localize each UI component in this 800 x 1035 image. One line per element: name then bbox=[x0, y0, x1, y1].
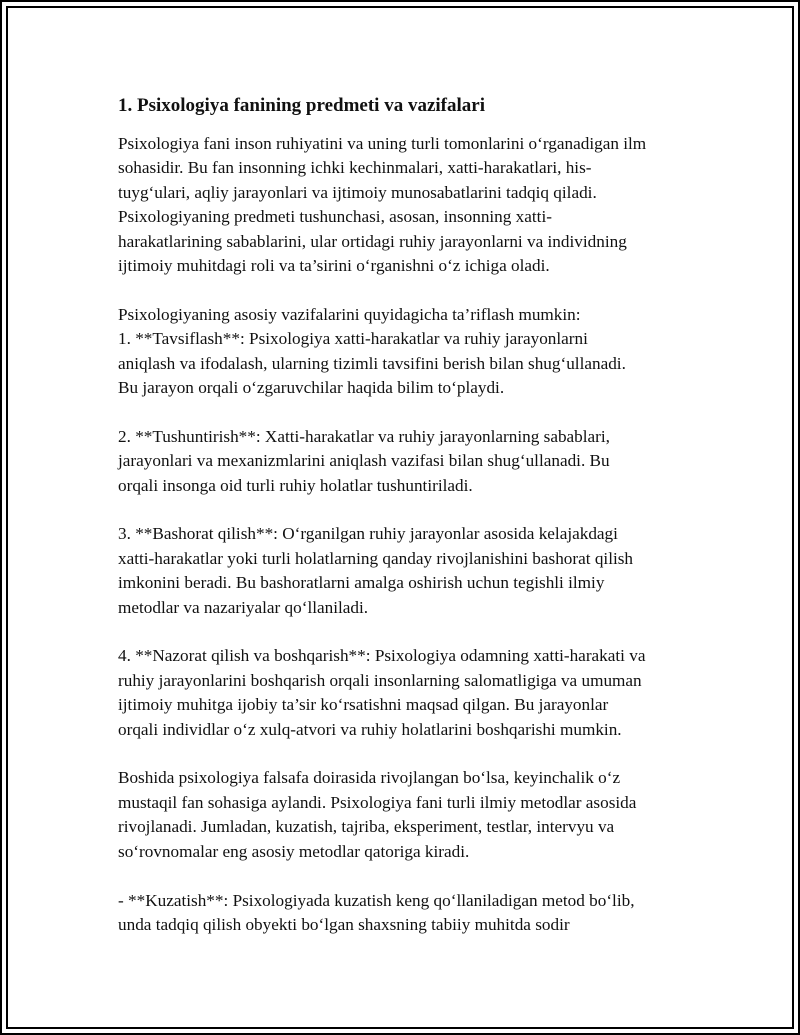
paragraph-intro bbox=[118, 132, 698, 278]
text-line: imkonini beradi. Bu bashoratlarni amalga oshirish uchun tegishli ilmiy bbox=[118, 573, 605, 593]
text-line: 3. **Bashorat qilish**: O‘rganilgan ruhiy jarayonlar asosida kelajakdagi bbox=[118, 524, 618, 544]
text-line: ijtimoiy muhitdagi roli va ta’sirini o‘rganishni o‘z ichiga oladi. bbox=[118, 256, 550, 276]
document-title: 1. Psixologiya fanining predmeti va vazifalari bbox=[118, 95, 485, 116]
paragraph-gap bbox=[118, 278, 698, 302]
paragraph-control bbox=[118, 644, 698, 742]
text-line: mustaqil fan sohasiga aylandi. Psixologiya fani turli ilmiy metodlar asosida bbox=[118, 792, 637, 812]
paragraph-tasks bbox=[118, 303, 698, 401]
paragraph-gap bbox=[118, 400, 698, 424]
text-line: rivojlanadi. Jumladan, kuzatish, tajriba, eksperiment, testlar, intervyu va bbox=[118, 817, 615, 837]
text-line: ijtimoiy muhitga ijobiy ta’sir ko‘rsatishni maqsad qilgan. Bu jarayonlar bbox=[118, 695, 609, 715]
text-line: harakatlarining sabablarini, ular ortidagi ruhiy jarayonlarni va individning bbox=[118, 231, 627, 251]
text-line: metodlar va nazariyalar qo‘llaniladi. bbox=[118, 597, 369, 617]
paragraph-observation bbox=[118, 889, 698, 938]
text-line: xatti-harakatlar yoki turli holatlarning qanday rivojlanishini bashorat qilish bbox=[118, 548, 634, 568]
text-line: tuyg‘ulari, aqliy jarayonlari va ijtimoiy munosabatlarini tadqiq qiladi. bbox=[118, 182, 597, 202]
text-line: so‘rovnomalar eng asosiy metodlar qatoriga kiradi. bbox=[118, 841, 470, 861]
paragraph-prediction bbox=[118, 522, 698, 620]
text-line: 4. **Nazorat qilish va boshqarish**: Psixologiya odamning xatti-harakati va bbox=[118, 646, 646, 666]
text-line: ruhiy jarayonlarini boshqarish orqali insonlarning salomatligiga va umuman bbox=[118, 670, 642, 690]
paragraph-gap bbox=[118, 498, 698, 522]
document-body bbox=[118, 92, 698, 937]
text-line: Psixologiyaning asosiy vazifalarini quyidagicha ta’riflash mumkin: bbox=[118, 304, 581, 324]
text-line: Bu jarayon orqali o‘zgaruvchilar haqida bilim to‘playdi. bbox=[118, 378, 505, 398]
text-line: - **Kuzatish**: Psixologiyada kuzatish keng qo‘llaniladigan metod bo‘lib, bbox=[118, 890, 635, 910]
paragraph-gap bbox=[118, 864, 698, 888]
text-line: 1. **Tavsiflash**: Psixologiya xatti-harakatlar va ruhiy jarayonlarni bbox=[118, 329, 588, 349]
text-line: orqali insonga oid turli ruhiy holatlar tushuntiriladi. bbox=[118, 475, 473, 495]
text-line: unda tadqiq qilish obyekti bo‘lgan shaxsning tabiiy muhitda sodir bbox=[118, 914, 570, 934]
paragraph-gap bbox=[118, 620, 698, 644]
text-line: orqali individlar o‘z xulq-atvori va ruhiy holatlarini boshqarishi mumkin. bbox=[118, 719, 622, 739]
text-line: Psixologiyaning predmeti tushunchasi, asosan, insonning xatti- bbox=[118, 207, 552, 227]
text-line: aniqlash va ifodalash, ularning tizimli tavsifini berish bilan shug‘ullanadi. bbox=[118, 353, 626, 373]
paragraph-history bbox=[118, 766, 698, 864]
text-line: jarayonlari va mexanizmlarini aniqlash vazifasi bilan shug‘ullanadi. Bu bbox=[118, 451, 610, 471]
paragraph-explanation bbox=[118, 425, 698, 498]
text-line: Boshida psixologiya falsafa doirasida rivojlangan bo‘lsa, keyinchalik o‘z bbox=[118, 768, 621, 788]
paragraph-gap bbox=[118, 742, 698, 766]
text-line: sohasidir. Bu fan insonning ichki kechinmalari, xatti-harakatlari, his- bbox=[118, 158, 592, 178]
text-line: Psixologiya fani inson ruhiyatini va uning turli tomonlarini o‘rganadigan ilm bbox=[118, 134, 647, 153]
text-line: 2. **Tushuntirish**: Xatti-harakatlar va ruhiy jarayonlarning sabablari, bbox=[118, 426, 610, 446]
